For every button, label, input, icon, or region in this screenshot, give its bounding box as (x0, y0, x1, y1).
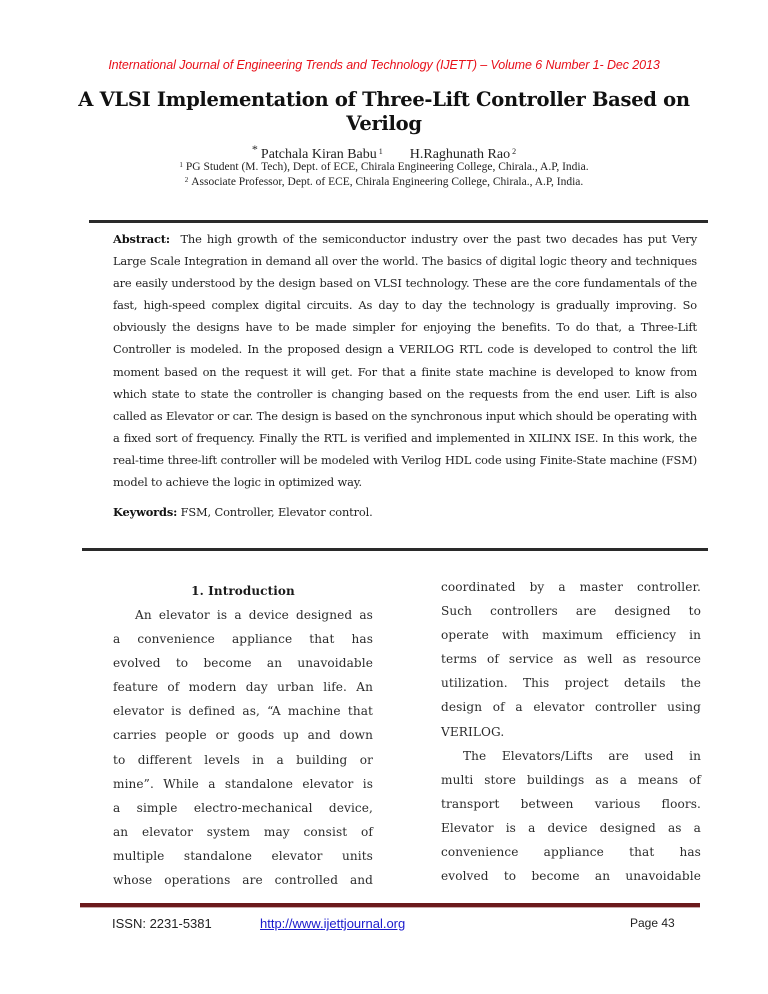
title-line-1: A VLSI Implementation of Three-Lift Controller Based on (78, 88, 690, 111)
keywords-text: FSM, Controller, Elevator control. (180, 505, 373, 519)
authors (0, 142, 768, 163)
text-line: to different levels in a building or (113, 752, 373, 767)
text-line: VERILOG. (441, 724, 505, 739)
abstract-text: The high growth of the semiconductor industry over the past two decades has put Very Large Scale Integration in demand all over the world. The basics of digital logic theory and techniques are easily understood by the design based on VLSI technology. These are the core fundamentals of the fast, high-speed complex digital circuits. As day to day the technology is gradually improving. So obviously the designs have to be made simpler for enjoying the benefits. To do that, a Three-Lift Controller is modeled. In the proposed design a VERILOG RTL code is developed to control the lift moment based on the request it will get. For that a finite state machine is developed to know from which state to state the controller is changing based on the requests from the end user. Lift is also called as Elevator or car. The design is based on the synchronous input which should be operating with a fixed sort of frequency. Finally the RTL is verified and implemented in XILINX ISE. In this work, the real-time three-lift controller will be modeled with Verilog HDL code using Finite-State machine (FSM) model to achieve the logic in optimized way. (113, 232, 697, 490)
author-affiliation-ref: 2 (512, 147, 517, 156)
affiliation-text: Associate Professor, Dept. of ECE, Chirala Engineering College, Chirala., A.P, India. (191, 176, 584, 188)
left-column (113, 575, 373, 892)
affiliation (0, 161, 768, 173)
text-line: operate with maximum efficiency in (441, 628, 701, 643)
section-heading-introduction: 1. Introduction (191, 584, 295, 598)
text-line: carries people or goods up and down (113, 728, 373, 743)
text-line: whose operations are controlled and (113, 873, 373, 888)
text-line: utilization. This project details the (441, 676, 701, 691)
abstract (113, 228, 697, 493)
paper-title (60, 88, 708, 136)
footer-journal-link[interactable]: http://www.ijettjournal.org (260, 916, 406, 931)
text-line: The Elevators/Lifts are used in (463, 748, 701, 763)
keywords (113, 505, 697, 519)
corresponding-author-marker: * (251, 142, 258, 156)
text-line: elevator is defined as, “A machine that (113, 704, 373, 719)
keywords-label: Keywords: (113, 505, 178, 519)
text-line: a simple electro-mechanical device, (113, 800, 373, 815)
text-line: coordinated by a master controller. (441, 580, 701, 594)
abstract-bottom-rule (82, 548, 708, 551)
text-line: feature of modern day urban life. An (113, 680, 373, 695)
affiliation-text: PG Student (M. Tech), Dept. of ECE, Chirala Engineering College, Chirala., A.P, India. (185, 161, 589, 173)
affiliation-number: 2 (184, 176, 189, 184)
footer-rule (80, 903, 700, 908)
text-line: evolved to become an unavoidable (441, 869, 701, 884)
abstract-label: Abstract: (113, 232, 170, 246)
author-name: H.Raghunath Rao (409, 147, 511, 162)
title-line-2: Verilog (346, 112, 422, 135)
footer-issn: ISSN: 2231-5381 (112, 916, 212, 931)
author-affiliation-ref: 1 (378, 147, 383, 156)
abstract-top-rule (89, 220, 708, 223)
affiliation-number: 1 (179, 161, 183, 169)
text-line: multiple standalone elevator units (113, 848, 373, 863)
text-line: a convenience appliance that has (113, 632, 373, 647)
right-column (441, 575, 701, 888)
author-name: Patchala Kiran Babu (260, 147, 377, 162)
text-line: transport between various floors. (441, 796, 701, 811)
text-line: mine”. While a standalone elevator is (113, 776, 373, 791)
footer-page-number: Page 43 (630, 916, 675, 930)
affiliation (0, 176, 768, 188)
text-line: Such controllers are designed to (441, 604, 701, 619)
journal-header: International Journal of Engineering Trends and Technology (IJETT) – Volume 6 Number 1- Dec 2013 (108, 58, 660, 72)
text-line: evolved to become an unavoidable (113, 656, 373, 671)
text-line: An elevator is a device designed as (135, 608, 373, 622)
text-line: terms of service as well as resource (441, 652, 701, 667)
text-line: convenience appliance that has (441, 845, 701, 860)
text-line: an elevator system may consist of (113, 824, 373, 839)
text-line: design of a elevator controller using (441, 700, 701, 715)
text-line: multi store buildings as a means of (441, 772, 701, 787)
text-line: Elevator is a device designed as a (441, 820, 701, 835)
